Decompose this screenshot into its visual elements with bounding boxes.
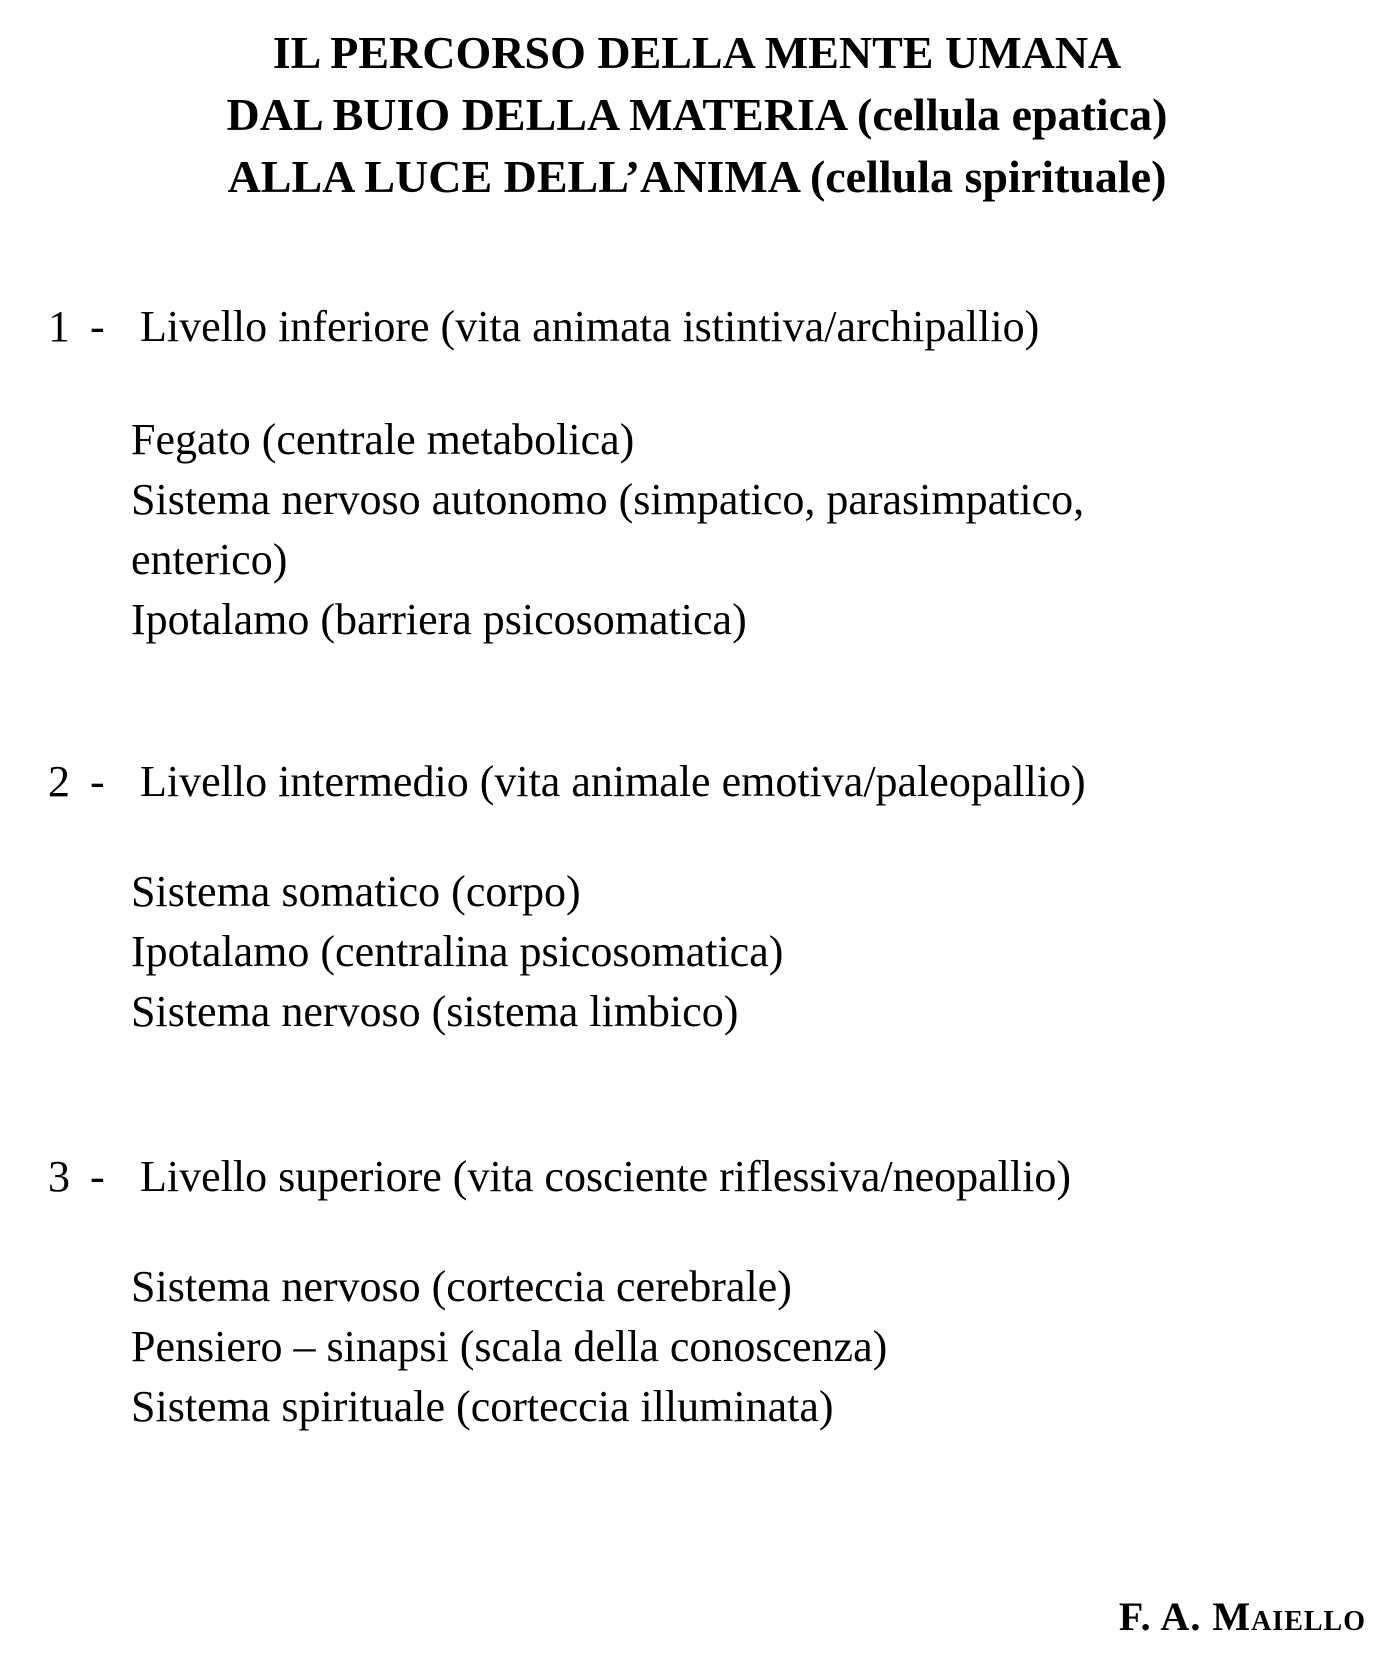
list-item: enterico) (131, 535, 288, 584)
level-1-heading (48, 300, 1039, 354)
level-2-heading-text: Livello intermedio (vita animale emotiva/paleopallio) (140, 757, 1086, 806)
title-line-1: IL PERCORSO DELLA MENTE UMANA (272, 27, 1122, 78)
document-title (0, 22, 1394, 208)
title-line-2: DAL BUIO DELLA MATERIA (cellula epatica) (226, 89, 1168, 140)
level-3-number: 3 (48, 1152, 70, 1201)
title-line-3: ALLA LUCE DELL’ANIMA (cellula spirituale) (227, 151, 1167, 202)
level-2-heading (48, 755, 1086, 809)
list-item: Ipotalamo (centralina psicosomatica) (131, 927, 784, 976)
list-item: Sistema somatico (corpo) (131, 867, 581, 916)
author-signature: F. A. Maiello (1118, 1594, 1366, 1639)
level-1-number: 1 (48, 302, 70, 351)
list-item: Ipotalamo (barriera psicosomatica) (131, 595, 747, 644)
list-item: Fegato (centrale metabolica) (131, 415, 635, 464)
list-item: Sistema nervoso (corteccia cerebrale) (131, 1262, 792, 1311)
level-3-separator: - (90, 1152, 105, 1201)
level-3-heading-text: Livello superiore (vita cosciente riflessiva/neopallio) (140, 1152, 1072, 1201)
level-2-number: 2 (48, 757, 70, 806)
level-2-separator: - (90, 757, 105, 806)
list-item: Pensiero – sinapsi (scala della conoscenza) (131, 1322, 888, 1371)
level-1-items (131, 410, 1084, 650)
level-1-separator: - (90, 302, 105, 351)
level-3-items (131, 1257, 887, 1437)
level-1-heading-text: Livello inferiore (vita animata istintiva/archipallio) (140, 302, 1040, 351)
level-3-heading (48, 1150, 1071, 1204)
list-item: Sistema spirituale (corteccia illuminata) (131, 1382, 834, 1431)
list-item: Sistema nervoso (sistema limbico) (131, 987, 739, 1036)
level-2-items (131, 862, 783, 1042)
list-item: Sistema nervoso autonomo (simpatico, parasimpatico, (131, 475, 1085, 524)
